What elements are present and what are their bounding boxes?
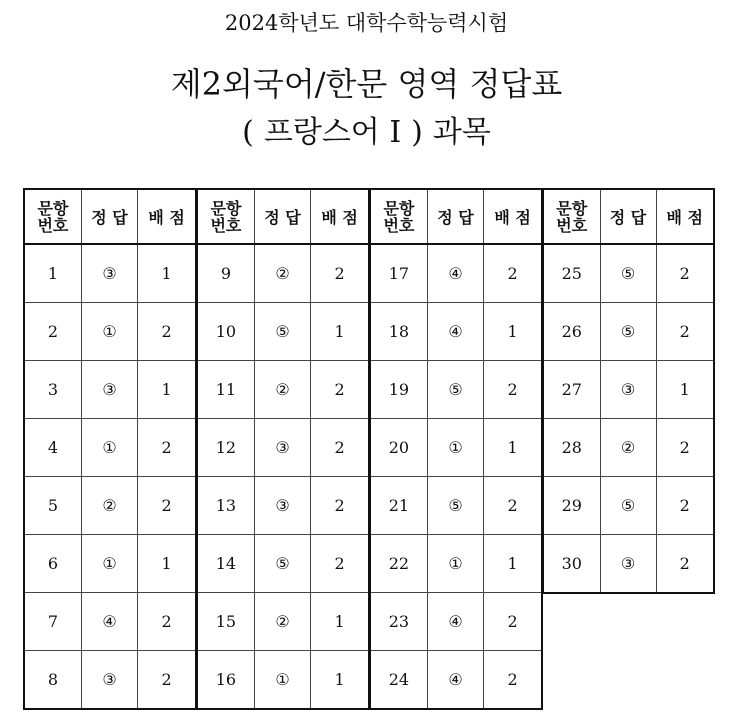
table-row [543,361,714,419]
answer-cell: ③ [81,361,137,419]
table-row [543,419,714,477]
points-cell: 2 [311,477,369,535]
header-number-line2: 번호 [37,215,69,235]
table-row [370,361,542,419]
question-number: 15 [197,593,254,651]
header-answer: 정 답 [600,189,656,244]
answer-block-3 [369,188,543,710]
table-row [24,477,196,535]
answer-cell: ③ [81,651,137,710]
table-row [197,419,369,477]
points-cell: 2 [484,593,542,651]
question-number: 12 [197,419,254,477]
question-number: 6 [24,535,81,593]
question-number: 10 [197,303,254,361]
header-number [543,189,600,244]
subject-close-paren: ) [411,115,423,150]
question-number: 21 [370,477,427,535]
question-number: 29 [543,477,600,535]
answer-cell: ① [81,419,137,477]
question-number: 27 [543,361,600,419]
answer-cell: ③ [254,419,310,477]
table-row [197,244,369,303]
table-row [370,419,542,477]
header-points: 배 점 [311,189,369,244]
points-cell: 2 [138,303,196,361]
answer-cell: ② [254,593,310,651]
table-row [24,303,196,361]
question-number: 25 [543,244,600,303]
points-cell: 2 [311,244,369,303]
table-row [197,303,369,361]
answer-cell: ① [427,535,483,593]
table-row [197,361,369,419]
answer-cell: ① [81,535,137,593]
table-row [370,303,542,361]
answer-cell: ③ [81,244,137,303]
answer-cell: ② [254,361,310,419]
header-number [197,189,254,244]
header-number-line1: 문항 [210,198,242,218]
points-cell: 2 [656,244,714,303]
answer-cell: ① [81,303,137,361]
header-number-line2: 번호 [383,215,415,235]
table-row [24,535,196,593]
question-number: 11 [197,361,254,419]
question-number: 20 [370,419,427,477]
exam-title: 2024학년도 대학수학능력시험 [224,11,509,35]
header-points: 배 점 [138,189,196,244]
answer-cell: ④ [427,593,483,651]
points-cell: 1 [656,361,714,419]
table-row [24,651,196,710]
answer-block-2 [196,188,370,710]
subject-suffix: 과목 [432,115,491,150]
header-number-line1: 문항 [383,198,415,218]
question-number: 17 [370,244,427,303]
question-number: 19 [370,361,427,419]
points-cell: 1 [138,535,196,593]
table-row [370,535,542,593]
answer-cell: ③ [600,361,656,419]
table-row [543,477,714,535]
question-number: 26 [543,303,600,361]
table-row [370,651,542,710]
header-row [370,189,542,244]
points-cell: 2 [484,477,542,535]
points-cell: 1 [484,303,542,361]
points-cell: 2 [484,651,542,710]
table-row [370,477,542,535]
answer-cell: ② [254,244,310,303]
header-answer: 정 답 [427,189,483,244]
points-cell: 2 [138,651,196,710]
points-cell: 2 [484,361,542,419]
question-number: 30 [543,535,600,594]
answer-cell: ⑤ [600,477,656,535]
subject-name: 프랑스어 Ⅰ [263,115,402,150]
table-row [370,593,542,651]
answer-cell: ⑤ [600,244,656,303]
points-cell: 1 [138,244,196,303]
answer-cell: ② [81,477,137,535]
question-number: 2 [24,303,81,361]
question-number: 8 [24,651,81,710]
question-number: 1 [24,244,81,303]
question-number: 5 [24,477,81,535]
header-number [370,189,427,244]
answer-cell: ② [600,419,656,477]
section-title: 제2외국어/한문 영역 정답표 [170,65,563,103]
points-cell: 2 [138,477,196,535]
header-row [197,189,369,244]
table-row [543,535,714,594]
answer-cell: ④ [427,651,483,710]
question-number: 3 [24,361,81,419]
question-number: 7 [24,593,81,651]
answer-cell: ④ [427,303,483,361]
table-row [197,651,369,710]
subject-open-paren: ( [242,115,254,150]
table-row [197,593,369,651]
points-cell: 2 [311,535,369,593]
question-number: 24 [370,651,427,710]
answer-cell: ① [254,651,310,710]
subject-title [0,115,733,150]
answer-cell: ③ [600,535,656,594]
question-number: 18 [370,303,427,361]
points-cell: 1 [484,535,542,593]
points-cell: 2 [656,303,714,361]
question-number: 9 [197,244,254,303]
header-points: 배 점 [484,189,542,244]
table-row [370,244,542,303]
points-cell: 2 [656,477,714,535]
question-number: 23 [370,593,427,651]
header-points: 배 점 [656,189,714,244]
points-cell: 1 [311,651,369,710]
points-cell: 2 [311,419,369,477]
table-row [24,593,196,651]
question-number: 28 [543,419,600,477]
table-row [197,535,369,593]
answer-cell: ⑤ [427,361,483,419]
header-number-line1: 문항 [37,198,69,218]
header-row [24,189,196,244]
points-cell: 1 [311,303,369,361]
answer-cell: ⑤ [427,477,483,535]
points-cell: 2 [656,419,714,477]
header-number [24,189,81,244]
points-cell: 2 [656,535,714,594]
header-answer: 정 답 [254,189,310,244]
question-number: 13 [197,477,254,535]
question-number: 22 [370,535,427,593]
header-number-line2: 번호 [210,215,242,235]
header-number-line2: 번호 [556,215,588,235]
points-cell: 2 [311,361,369,419]
points-cell: 2 [138,593,196,651]
header-answer: 정 답 [81,189,137,244]
answer-block-4 [542,188,715,594]
answer-block-1 [23,188,197,710]
points-cell: 1 [484,419,542,477]
table-row [24,361,196,419]
table-row [543,303,714,361]
table-row [543,244,714,303]
table-row [24,419,196,477]
question-number: 16 [197,651,254,710]
points-cell: 1 [311,593,369,651]
question-number: 14 [197,535,254,593]
header-number-line1: 문항 [556,198,588,218]
answer-cell: ④ [427,244,483,303]
points-cell: 2 [138,419,196,477]
answer-cell: ③ [254,477,310,535]
points-cell: 2 [484,244,542,303]
answer-cell: ⑤ [600,303,656,361]
answer-cell: ⑤ [254,535,310,593]
answer-cell: ⑤ [254,303,310,361]
points-cell: 1 [138,361,196,419]
question-number: 4 [24,419,81,477]
header-row [543,189,714,244]
answer-cell: ④ [81,593,137,651]
table-row [24,244,196,303]
table-row [197,477,369,535]
answer-cell: ① [427,419,483,477]
